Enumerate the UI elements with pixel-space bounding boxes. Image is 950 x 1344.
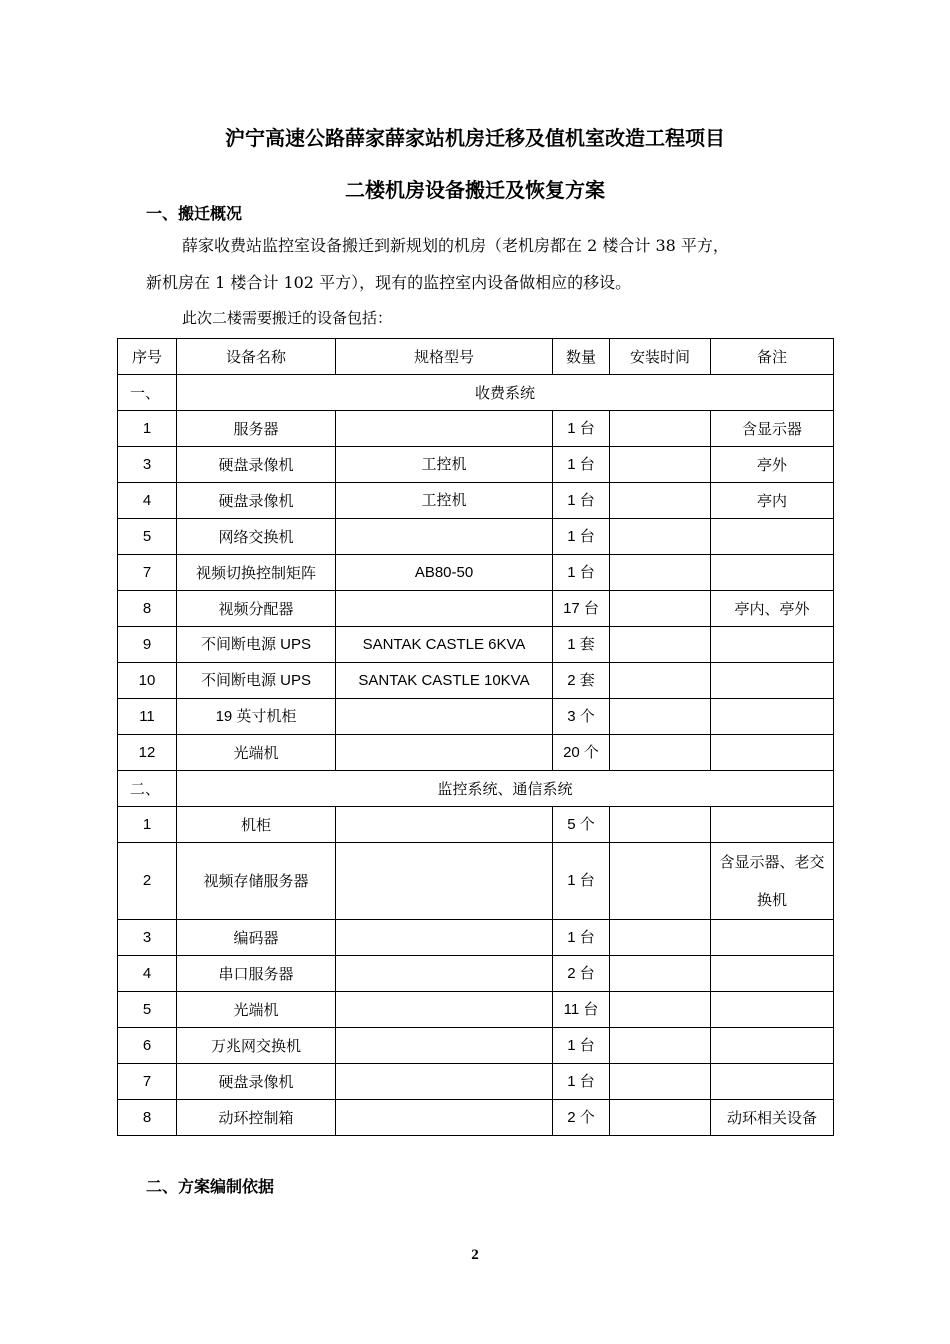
remark-cell: 动环相关设备: [711, 1100, 834, 1136]
quantity-cell: 2 台: [553, 956, 610, 992]
section-heading-relocation-overview: 一、搬迁概况: [146, 204, 243, 223]
remark-cell: [711, 807, 834, 843]
remark-cell: 亭内、亭外: [711, 591, 834, 627]
remark-cell: [711, 555, 834, 591]
equipment-name-cell: 不间断电源 UPS: [177, 627, 336, 663]
install-time-cell: [610, 519, 711, 555]
equipment-name-cell: 19 英寸机柜: [177, 699, 336, 735]
quantity-cell: 17 台: [553, 591, 610, 627]
install-time-cell: [610, 807, 711, 843]
install-time-cell: [610, 1100, 711, 1136]
equipment-name-cell: 光端机: [177, 735, 336, 771]
spec-cell: [336, 699, 553, 735]
quantity-cell: 1 台: [553, 555, 610, 591]
document-subtitle: 二楼机房设备搬迁及恢复方案: [345, 178, 605, 202]
remark-cell: [711, 920, 834, 956]
equipment-intro-text: 此次二楼需要搬迁的设备包括：: [182, 309, 393, 327]
header-cell: 数量: [553, 339, 610, 375]
install-time-cell: [610, 956, 711, 992]
table-row: [118, 591, 834, 627]
spec-cell: SANTAK CASTLE 6KVA: [336, 627, 553, 663]
equipment-name-cell: 硬盘录像机: [177, 1064, 336, 1100]
section-row: [118, 375, 834, 411]
header-cell: 设备名称: [177, 339, 336, 375]
equipment-name-cell: 光端机: [177, 992, 336, 1028]
spec-cell: 工控机: [336, 483, 553, 519]
quantity-cell: 1 台: [553, 843, 610, 920]
row-number-cell: 9: [118, 627, 177, 663]
header-cell: 安装时间: [610, 339, 711, 375]
spec-cell: [336, 1028, 553, 1064]
install-time-cell: [610, 627, 711, 663]
section-title-cell: 收费系统: [177, 375, 834, 411]
remark-cell: 含显示器: [711, 411, 834, 447]
table-row: [118, 411, 834, 447]
equipment-name-cell: 硬盘录像机: [177, 483, 336, 519]
quantity-cell: 1 台: [553, 447, 610, 483]
table-row: [118, 807, 834, 843]
table-row: [118, 699, 834, 735]
spec-cell: [336, 956, 553, 992]
remark-cell: [711, 1028, 834, 1064]
install-time-cell: [610, 1028, 711, 1064]
row-number-cell: 8: [118, 591, 177, 627]
spec-cell: [336, 411, 553, 447]
document-title: 沪宁高速公路薛家薛家站机房迁移及值机室改造工程项目: [225, 126, 725, 150]
equipment-name-cell: 机柜: [177, 807, 336, 843]
table-row: [118, 920, 834, 956]
section-number-cell: 二、: [118, 771, 177, 807]
row-number-cell: 5: [118, 992, 177, 1028]
table-row: [118, 555, 834, 591]
install-time-cell: [610, 591, 711, 627]
install-time-cell: [610, 411, 711, 447]
table-row: [118, 1100, 834, 1136]
row-number-cell: 3: [118, 920, 177, 956]
equipment-name-cell: 服务器: [177, 411, 336, 447]
spec-cell: [336, 920, 553, 956]
install-time-cell: [610, 555, 711, 591]
quantity-cell: 1 套: [553, 627, 610, 663]
remark-cell: [711, 992, 834, 1028]
table-row: [118, 1064, 834, 1100]
install-time-cell: [610, 843, 711, 920]
remark-cell: 亭外: [711, 447, 834, 483]
header-cell: 序号: [118, 339, 177, 375]
spec-cell: [336, 735, 553, 771]
equipment-name-cell: 视频存储服务器: [177, 843, 336, 920]
equipment-name-cell: 硬盘录像机: [177, 447, 336, 483]
install-time-cell: [610, 663, 711, 699]
equipment-name-cell: 视频分配器: [177, 591, 336, 627]
equipment-name-cell: 编码器: [177, 920, 336, 956]
row-number-cell: 3: [118, 447, 177, 483]
remark-cell: [711, 735, 834, 771]
overview-paragraph-line2: 新机房在 1 楼合计 102 平方），现有的监控室内设备做相应的移设。: [146, 273, 632, 292]
table-row: [118, 519, 834, 555]
row-number-cell: 4: [118, 483, 177, 519]
spec-cell: [336, 591, 553, 627]
quantity-cell: 1 台: [553, 920, 610, 956]
quantity-cell: 11 台: [553, 992, 610, 1028]
install-time-cell: [610, 447, 711, 483]
quantity-cell: 5 个: [553, 807, 610, 843]
equipment-name-cell: 串口服务器: [177, 956, 336, 992]
quantity-cell: 2 套: [553, 663, 610, 699]
install-time-cell: [610, 1064, 711, 1100]
row-number-cell: 12: [118, 735, 177, 771]
quantity-cell: 1 台: [553, 483, 610, 519]
section-heading-basis: 二、方案编制依据: [146, 1177, 275, 1196]
spec-cell: [336, 807, 553, 843]
header-cell: 备注: [711, 339, 834, 375]
table-row: [118, 627, 834, 663]
table-row: [118, 956, 834, 992]
row-number-cell: 6: [118, 1028, 177, 1064]
remark-cell: [711, 1064, 834, 1100]
row-number-cell: 1: [118, 411, 177, 447]
row-number-cell: 7: [118, 555, 177, 591]
equipment-table: [117, 338, 834, 1136]
spec-cell: [336, 1064, 553, 1100]
page-number: 2: [471, 1247, 479, 1263]
remark-cell: [711, 699, 834, 735]
spec-cell: [336, 843, 553, 920]
quantity-cell: 1 台: [553, 1028, 610, 1064]
quantity-cell: 2 个: [553, 1100, 610, 1136]
table-row: [118, 447, 834, 483]
remark-cell: 含显示器、老交换机: [711, 843, 834, 920]
equipment-table-body: [118, 339, 834, 1136]
install-time-cell: [610, 992, 711, 1028]
quantity-cell: 3 个: [553, 699, 610, 735]
remark-cell: [711, 956, 834, 992]
quantity-cell: 1 台: [553, 1064, 610, 1100]
row-number-cell: 11: [118, 699, 177, 735]
row-number-cell: 4: [118, 956, 177, 992]
table-row: [118, 735, 834, 771]
equipment-name-cell: 万兆网交换机: [177, 1028, 336, 1064]
row-number-cell: 5: [118, 519, 177, 555]
remark-cell: [711, 627, 834, 663]
equipment-name-cell: 动环控制箱: [177, 1100, 336, 1136]
remark-cell: 亭内: [711, 483, 834, 519]
row-number-cell: 7: [118, 1064, 177, 1100]
header-cell: 规格型号: [336, 339, 553, 375]
remark-cell: [711, 519, 834, 555]
table-row: [118, 992, 834, 1028]
overview-paragraph-line1: 薛家收费站监控室设备搬迁到新规划的机房（老机房都在 2 楼合计 38 平方，: [182, 236, 729, 255]
row-number-cell: 10: [118, 663, 177, 699]
row-number-cell: 1: [118, 807, 177, 843]
table-row: [118, 843, 834, 920]
spec-cell: SANTAK CASTLE 10KVA: [336, 663, 553, 699]
row-number-cell: 8: [118, 1100, 177, 1136]
spec-cell: [336, 519, 553, 555]
equipment-name-cell: 网络交换机: [177, 519, 336, 555]
quantity-cell: 1 台: [553, 411, 610, 447]
table-header-row: [118, 339, 834, 375]
install-time-cell: [610, 699, 711, 735]
table-row: [118, 1028, 834, 1064]
spec-cell: AB80-50: [336, 555, 553, 591]
section-title-cell: 监控系统、通信系统: [177, 771, 834, 807]
table-row: [118, 663, 834, 699]
install-time-cell: [610, 920, 711, 956]
section-row: [118, 771, 834, 807]
table-row: [118, 483, 834, 519]
equipment-name-cell: 视频切换控制矩阵: [177, 555, 336, 591]
remark-cell: [711, 663, 834, 699]
install-time-cell: [610, 735, 711, 771]
spec-cell: 工控机: [336, 447, 553, 483]
section-number-cell: 一、: [118, 375, 177, 411]
equipment-name-cell: 不间断电源 UPS: [177, 663, 336, 699]
row-number-cell: 2: [118, 843, 177, 920]
quantity-cell: 1 台: [553, 519, 610, 555]
quantity-cell: 20 个: [553, 735, 610, 771]
spec-cell: [336, 1100, 553, 1136]
spec-cell: [336, 992, 553, 1028]
install-time-cell: [610, 483, 711, 519]
